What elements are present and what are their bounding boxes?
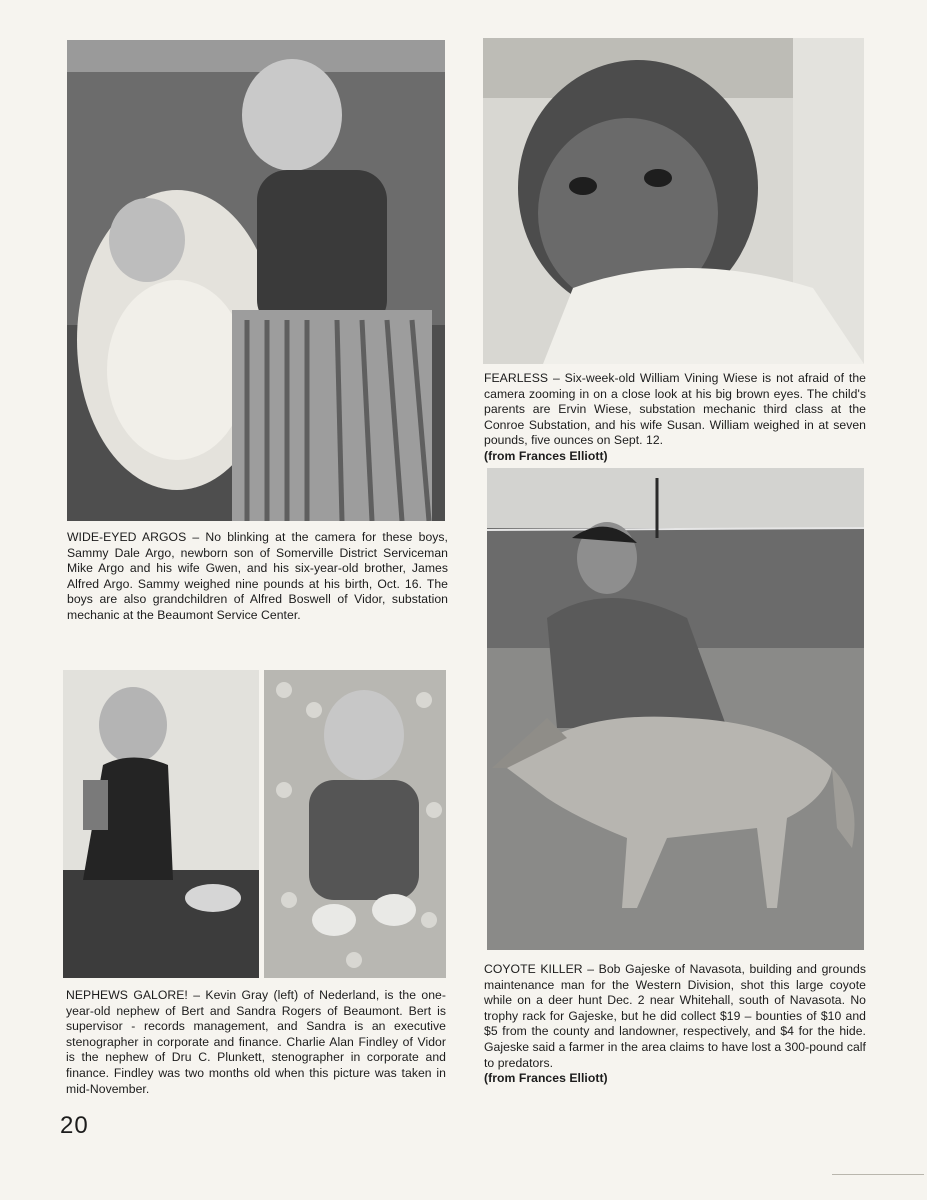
caption-nephews-text: NEPHEWS GALORE! – Kevin Gray (left) of Nederland, is the one-year-old nephew of Bert and Sandra Rogers of Beaumont. Bert is supervisor - records management, and Sandra is an executive stenographer in corporate and finance. Charlie Alan Findley of Vidor is the nephew of Dru C. Plunkett, stenographer in corporate and finance. Findley was two months old when this picture was taken in mid-November. — [66, 988, 446, 1096]
photo-argo-boys — [67, 40, 445, 521]
caption-argos-text: WIDE-EYED ARGOS – No blinking at the camera for these boys, Sammy Dale Argo, newborn son of Somerville District Serviceman Mike Argo and his wife Gwen, and his six-year-old brother, James Alfred Argo. Sammy weighed nine pounds at his birth, Oct. 16. The boys are also grandchildren of Alfred Boswell of Vidor, substation mechanic at the Beaumont Service Center. — [67, 530, 448, 622]
caption-fearless — [484, 371, 866, 465]
caption-fearless-text: FEARLESS – Six-week-old William Vining Wiese is not afraid of the camera zooming in on a close look at his big brown eyes. The child's parents are Ervin Wiese, substation mechanic third class at the Conroe Substation, and his wife Susan. William weighed in at seven pounds, five ounces on Sept. 12. — [484, 371, 866, 448]
nephew-left-illustration — [63, 670, 259, 978]
wiese-baby-illustration — [483, 38, 864, 364]
photo-nephew-left — [63, 670, 259, 978]
caption-wide-eyed-argos — [67, 530, 448, 624]
photo-wiese-baby — [483, 38, 864, 364]
caption-nephews-galore — [66, 988, 446, 1097]
caption-coyote-credit: (from Frances Elliott) — [484, 1071, 608, 1086]
caption-coyote-text: COYOTE KILLER – Bob Gajeske of Navasota, building and grounds maintenance man for the Western Division, shot this large coyote while on a deer hunt Dec. 2 near Whitehall, south of Navasota. No trophy rack for Gajeske, but he did collect $19 – bounties of $10 and $5 from the county and landowner, respectively, and $4 for the hide. Gajeske said a farmer in the area claims to have lost a 300-pound calf to predators. — [484, 962, 866, 1070]
nephew-right-illustration — [264, 670, 446, 978]
caption-coyote-killer — [484, 962, 866, 1087]
page-number: 20 — [60, 1112, 89, 1139]
photo-nephew-right — [264, 670, 446, 978]
argo-boys-illustration — [67, 40, 445, 521]
photo-coyote-hunter — [487, 468, 864, 950]
caption-fearless-credit: (from Frances Elliott) — [484, 448, 608, 463]
footer-rule — [832, 1174, 924, 1175]
coyote-hunter-illustration — [487, 468, 864, 950]
